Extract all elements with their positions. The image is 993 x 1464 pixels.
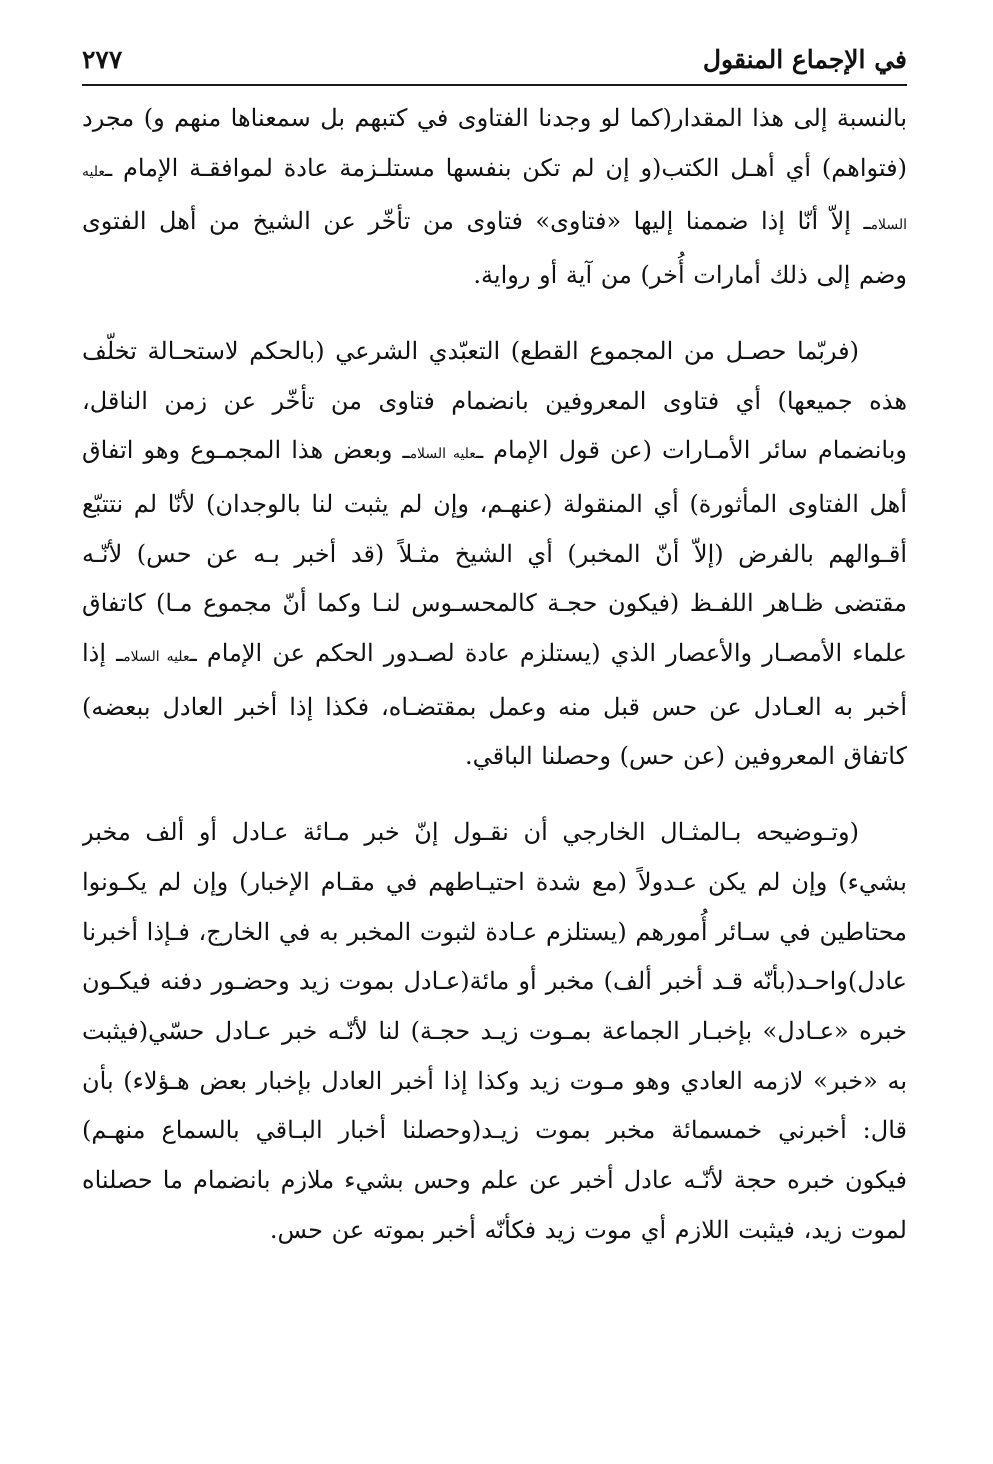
paragraph-1-text-b: ـ إلاّ أنّا إذا ضممنا إليها «فتاوى» فتاوى من تأخّر عن الشيخ من أهل الفتوى وضم إلى ذلك أمارات أُخر) من آية أو رواية. xyxy=(82,207,907,290)
honorific: عليه السلام xyxy=(82,163,907,234)
paragraph-2 xyxy=(82,327,907,782)
honorific: عليه السلام xyxy=(409,446,477,463)
paragraph-1 xyxy=(82,94,907,301)
paragraph-3 xyxy=(82,808,907,1255)
paragraph-2-text-b: ـ وبعض هذا المجمـوع وهو اتفاق أهل الفتاوى المأثورة) أي المنقولة (عنهـم، وإن لم يثبت لنا بالوجدان) لأنّا لم نتتبّع أقـوالهم بالفرض (إلاّ أنّ المخبر) أي الشيخ مثـلاً (قد أخبر بـه عن حس) لأنّـه مقتضى ظـاهر اللفـظ (فيكون حجـة كالمحسـوس لنـا وكما أنّ مجموع مـا) كاتفاق علماء الأمصـار والأعصار الذي (يستلزم عادة لصـدور الحكم عن الإمام ـ xyxy=(82,436,907,668)
paragraph-2-text-a: (فربّما حصـل من المجموع القطع) التعبّدي الشرعي (بالحكم لاستحـالة تخلّف هذه جميعها) أي فتاوى المعروفين بانضمام فتاوى من تأخّر عن زمن الناقل، وبانضمام سائر الأمـارات (عن قول الإمام ـ xyxy=(82,336,907,465)
chapter-title: في الإجماع المنقول xyxy=(702,44,907,74)
paragraph-1-text-a: بالنسبة إلى هذا المقدار(كما لو وجدنا الفتاوى في كتبهم بل سمعناها منهم و) مجرد (فتواهم) أي أهـل الكتب(و إن لم تكن بنفسها مستلـزمة عادة لموافقـة الإمام ـ xyxy=(82,104,907,182)
running-head xyxy=(82,34,907,86)
page-number: ٢٧٧ xyxy=(82,44,123,74)
body-text xyxy=(82,94,907,1412)
paragraph-3-text: (وتـوضيحه بـالمثـال الخارجي أن نقـول إنّ خبر مـائة عـادل أو ألف مخبر بشيء) وإن لم يكن عـدولاً (مع شدة احتيـاطهم في مقـام الإخبار) وإن لم يكـونوا محتاطين في سـائر أُمورهم (يستلزم عـادة لثبوت المخبر به في الخارج، فـإذا أخبرنا عادل)واحـد(بأنّه قـد أخبر ألف) مخبر أو مائة(عـادل بموت زيد وحضـور دفنه فيكـون خبره «عـادل» بإخبـار الجماعة بمـوت زيـد حجـة) لنا لأنّـه خبر عـادل حسّي(فيثبت به «خبر» لازمه العادي وهو مـوت زيد وكذا إذا أخبر العادل بإخبار بعض هـؤلاء) بأن قال: أخبرني خمسمائة مخبر بموت زيـد(وحصلنا أخبار البـاقي بالسماع منهـم) فيكون خبره حجة لأنّـه عادل أخبر عن علم وحس بشيء ملازم بانضمام ما حصلناه لموت زيد، فيثبت اللازم أي موت زيد فكأنّه أخبر بموته عن حس. xyxy=(82,818,907,1244)
honorific: عليه السلام xyxy=(123,649,190,666)
paragraph-2-text-c: ـ إذا أخبر به العـادل عن حس قبل منه وعمل بمقتضـاه، فكذا إذا أخبر العادل ببعضه) كاتفاق المعروفين (عن حس) وحصلنا الباقي. xyxy=(82,639,907,771)
